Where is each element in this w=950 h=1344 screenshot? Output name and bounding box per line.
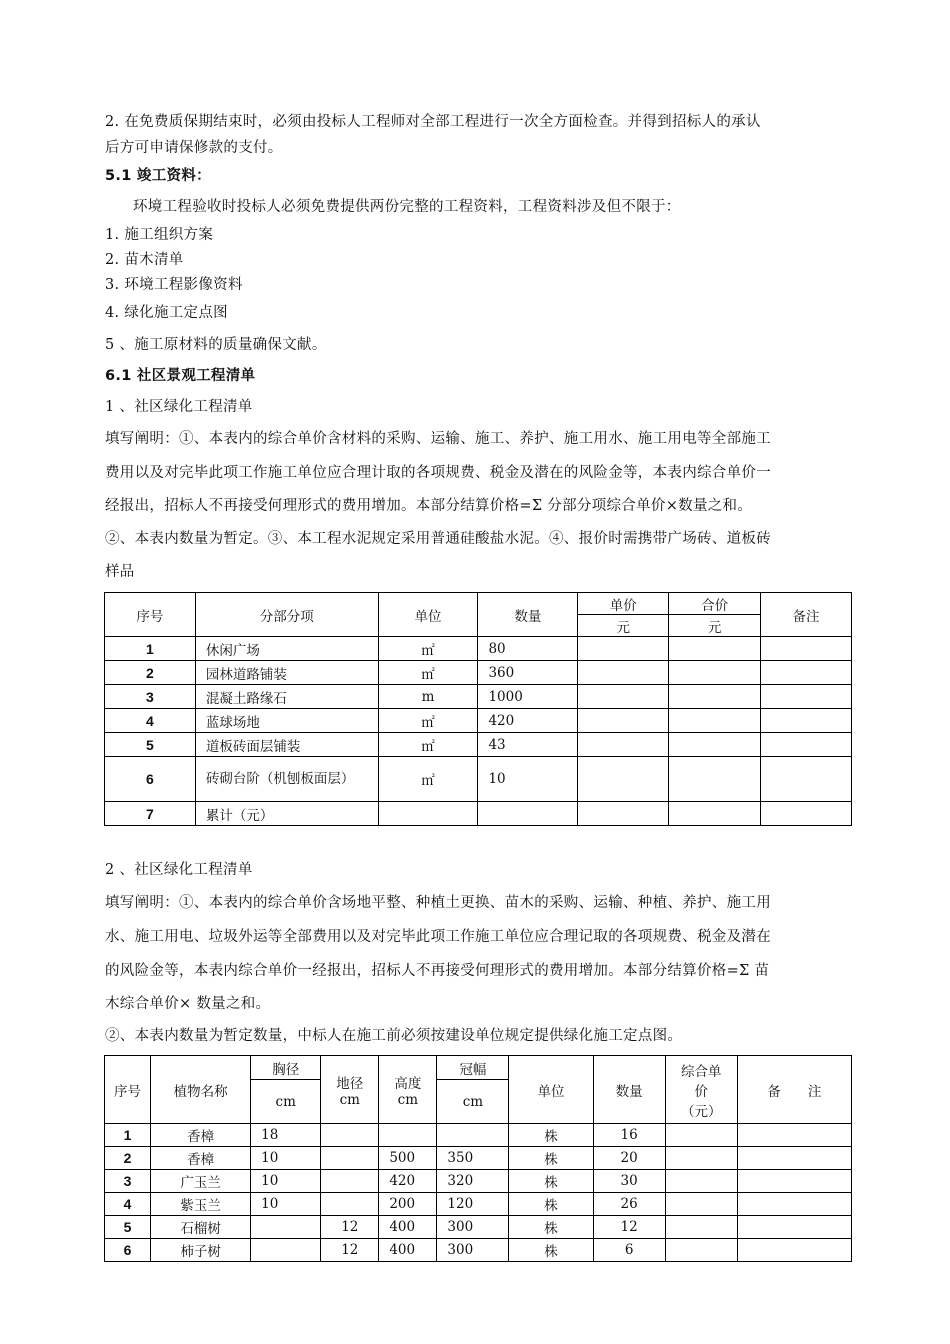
cell-qty: 10	[478, 757, 578, 802]
cell-qty: 420	[478, 709, 578, 733]
header-price-unit: 元	[578, 615, 669, 637]
header-note: 备注	[761, 593, 852, 637]
cell-seq: 2	[105, 1147, 151, 1170]
cell-unit: 株	[509, 1147, 593, 1170]
paragraph: ②、本表内数量为暂定数量，中标人在施工前必须按建设单位规定提供绿化施工定点图。	[105, 1028, 683, 1044]
cell-price	[578, 661, 669, 685]
cell-item: 休闲广场	[195, 637, 378, 661]
header-unit: 单位	[378, 593, 478, 637]
cell-item: 砖砌台阶（机刨板面层）	[195, 757, 378, 802]
cell-crown: 120	[437, 1193, 509, 1216]
cell-price	[578, 733, 669, 757]
cell-seq: 6	[105, 1239, 151, 1262]
cell-seq: 5	[105, 1216, 151, 1239]
cell-name: 石榴树	[151, 1216, 251, 1239]
paragraph: 经报出，招标人不再接受何理形式的费用增加。本部分结算价格=Σ 分部分项综合单价×数量之和。	[105, 498, 753, 514]
list-item: 3. 环境工程影像资料	[105, 277, 243, 293]
table-row	[105, 1239, 852, 1262]
cell-qty: 16	[593, 1124, 665, 1147]
table-row	[105, 757, 852, 802]
cell-total	[669, 685, 761, 709]
cell-total	[669, 733, 761, 757]
cell-ground	[321, 1193, 379, 1216]
cell-dbh	[251, 1216, 321, 1239]
cell-crown: 320	[437, 1170, 509, 1193]
cell-seq: 1	[105, 637, 196, 661]
cell-seq: 3	[105, 1170, 151, 1193]
cell-name: 柿子树	[151, 1239, 251, 1262]
cell-dbh: 18	[251, 1124, 321, 1147]
cell-ground	[321, 1147, 379, 1170]
table-row	[105, 1147, 852, 1170]
cell-price	[665, 1147, 737, 1170]
cell-height	[379, 1124, 437, 1147]
cell-qty	[478, 802, 578, 826]
cell-ground	[321, 1170, 379, 1193]
paragraph: 填写阐明：①、本表内的综合单价含场地平整、种植土更换、苗木的采购、运输、种植、养护、施工用	[105, 895, 771, 911]
cell-qty: 12	[593, 1216, 665, 1239]
cell-seq: 5	[105, 733, 196, 757]
cell-note	[761, 757, 852, 802]
cell-price	[665, 1239, 737, 1262]
cell-note	[761, 637, 852, 661]
subsection-title: 1 、社区绿化工程清单	[105, 399, 253, 415]
cell-seq: 6	[105, 757, 196, 802]
cell-dbh: 10	[251, 1147, 321, 1170]
cell-name: 广玉兰	[151, 1170, 251, 1193]
header-dbh: 胸径	[251, 1056, 321, 1080]
cell-price	[665, 1170, 737, 1193]
header-total-unit: 元	[669, 615, 761, 637]
cell-unit: ㎡	[378, 709, 478, 733]
cell-seq: 4	[105, 709, 196, 733]
cell-unit	[378, 802, 478, 826]
cell-note	[737, 1193, 851, 1216]
table-row	[105, 802, 852, 826]
cell-crown: 350	[437, 1147, 509, 1170]
header-name: 植物名称	[151, 1056, 251, 1124]
cell-ground	[321, 1124, 379, 1147]
cell-dbh: 10	[251, 1170, 321, 1193]
cell-ground: 12	[321, 1216, 379, 1239]
table-row	[105, 1124, 852, 1147]
section-heading: 5.1 竣工资料：	[105, 168, 211, 184]
cell-note	[761, 685, 852, 709]
header-crown-unit: cm	[437, 1080, 509, 1124]
cell-crown: 300	[437, 1239, 509, 1262]
cell-unit: ㎡	[378, 733, 478, 757]
header-item: 分部分项	[195, 593, 378, 637]
greening-table	[104, 1055, 852, 1262]
cell-price	[665, 1216, 737, 1239]
cell-unit: m	[378, 685, 478, 709]
cell-item: 蓝球场地	[195, 709, 378, 733]
cell-qty: 26	[593, 1193, 665, 1216]
cell-unit: ㎡	[378, 637, 478, 661]
cell-height: 400	[379, 1239, 437, 1262]
cell-total	[669, 757, 761, 802]
paragraph: 环境工程验收时投标人必须免费提供两份完整的工程资料，工程资料涉及但不限于：	[133, 199, 681, 215]
cell-name: 紫玉兰	[151, 1193, 251, 1216]
header-price: 单价	[578, 593, 669, 615]
cell-note	[761, 802, 852, 826]
header-dbh-unit: cm	[251, 1080, 321, 1124]
paragraph: 水、施工用电、垃圾外运等全部费用以及对完毕此项工作施工单位应合理记取的各项规费、税金及潜在	[105, 929, 771, 945]
header-qty: 数量	[593, 1056, 665, 1124]
header-crown: 冠幅	[437, 1056, 509, 1080]
cell-seq: 3	[105, 685, 196, 709]
cell-price	[578, 802, 669, 826]
header-height-unit: cm	[397, 1091, 419, 1108]
header-seq: 序号	[105, 1056, 151, 1124]
cell-seq: 1	[105, 1124, 151, 1147]
header-price: 综合单价	[680, 1063, 722, 1100]
header-ground: 地径	[336, 1075, 364, 1092]
paragraph: 样品	[105, 564, 135, 580]
cell-note	[737, 1239, 851, 1262]
cell-name: 香樟	[151, 1124, 251, 1147]
landscape-table	[104, 592, 852, 826]
cell-qty: 6	[593, 1239, 665, 1262]
table-row	[105, 709, 852, 733]
table-row	[105, 685, 852, 709]
cell-note	[761, 733, 852, 757]
table-row	[105, 661, 852, 685]
cell-total	[669, 637, 761, 661]
cell-total	[669, 661, 761, 685]
subsection-title: 2 、社区绿化工程清单	[105, 862, 253, 878]
cell-item: 累计（元）	[195, 802, 378, 826]
paragraph: 费用以及对完毕此项工作施工单位应合理计取的各项规费、税金及潜在的风险金等，本表内综合单价一	[105, 465, 771, 481]
header-total: 合价	[669, 593, 761, 615]
cell-qty: 30	[593, 1170, 665, 1193]
cell-price	[578, 757, 669, 802]
paragraph: 2. 在免费质保期结束时，必须由投标人工程师对全部工程进行一次全方面检查。并得到招标人的承认	[105, 114, 761, 130]
table-row	[105, 1193, 852, 1216]
cell-item: 道板砖面层铺装	[195, 733, 378, 757]
cell-crown: 300	[437, 1216, 509, 1239]
header-note: 备 注	[737, 1056, 851, 1124]
cell-qty: 80	[478, 637, 578, 661]
list-item: 5 、施工原材料的质量确保文献。	[105, 337, 327, 353]
list-item: 1. 施工组织方案	[105, 227, 214, 243]
header-ground-unit: cm	[339, 1091, 360, 1108]
header-unit: 单位	[509, 1056, 593, 1124]
list-item: 2. 苗木清单	[105, 252, 184, 268]
cell-total	[669, 802, 761, 826]
cell-unit: 株	[509, 1193, 593, 1216]
cell-price	[665, 1124, 737, 1147]
cell-unit: 株	[509, 1239, 593, 1262]
table-row	[105, 1216, 852, 1239]
section-heading: 6.1 社区景观工程清单	[105, 368, 256, 384]
cell-seq: 2	[105, 661, 196, 685]
header-price-unit: （元）	[680, 1103, 722, 1120]
paragraph: ②、本表内数量为暂定。③、本工程水泥规定采用普通硅酸盐水泥。④、报价时需携带广场砖、道板砖	[105, 531, 771, 547]
header-qty: 数量	[478, 593, 578, 637]
cell-height: 420	[379, 1170, 437, 1193]
paragraph: 的风险金等，本表内综合单价一经报出，招标人不再接受何理形式的费用增加。本部分结算价格=Σ 苗	[105, 963, 770, 979]
cell-dbh: 10	[251, 1193, 321, 1216]
table-row	[105, 1170, 852, 1193]
cell-note	[737, 1124, 851, 1147]
cell-note	[737, 1147, 851, 1170]
header-seq: 序号	[105, 593, 196, 637]
paragraph: 填写阐明：①、本表内的综合单价含材料的采购、运输、施工、养护、施工用水、施工用电等全部施工	[105, 431, 771, 447]
cell-unit: 株	[509, 1170, 593, 1193]
cell-unit: ㎡	[378, 757, 478, 802]
cell-item: 园林道路铺装	[195, 661, 378, 685]
cell-price	[578, 709, 669, 733]
cell-unit: ㎡	[378, 661, 478, 685]
cell-dbh	[251, 1239, 321, 1262]
cell-ground: 12	[321, 1239, 379, 1262]
cell-qty: 360	[478, 661, 578, 685]
cell-note	[761, 709, 852, 733]
paragraph: 木综合单价× 数量之和。	[105, 996, 271, 1012]
list-item: 4. 绿化施工定点图	[105, 305, 228, 321]
cell-price	[665, 1193, 737, 1216]
cell-note	[737, 1170, 851, 1193]
cell-unit: 株	[509, 1216, 593, 1239]
paragraph: 后方可申请保修款的支付。	[105, 140, 283, 156]
cell-note	[737, 1216, 851, 1239]
cell-seq: 7	[105, 802, 196, 826]
cell-price	[578, 637, 669, 661]
cell-seq: 4	[105, 1193, 151, 1216]
cell-height: 400	[379, 1216, 437, 1239]
cell-qty: 1000	[478, 685, 578, 709]
table-row	[105, 637, 852, 661]
cell-qty: 20	[593, 1147, 665, 1170]
cell-price	[578, 685, 669, 709]
cell-name: 香樟	[151, 1147, 251, 1170]
cell-height: 200	[379, 1193, 437, 1216]
header-height: 高度	[394, 1075, 422, 1092]
cell-unit: 株	[509, 1124, 593, 1147]
cell-item: 混凝土路缘石	[195, 685, 378, 709]
cell-total	[669, 709, 761, 733]
table-row	[105, 733, 852, 757]
cell-qty: 43	[478, 733, 578, 757]
cell-crown	[437, 1124, 509, 1147]
cell-note	[761, 661, 852, 685]
cell-height: 500	[379, 1147, 437, 1170]
